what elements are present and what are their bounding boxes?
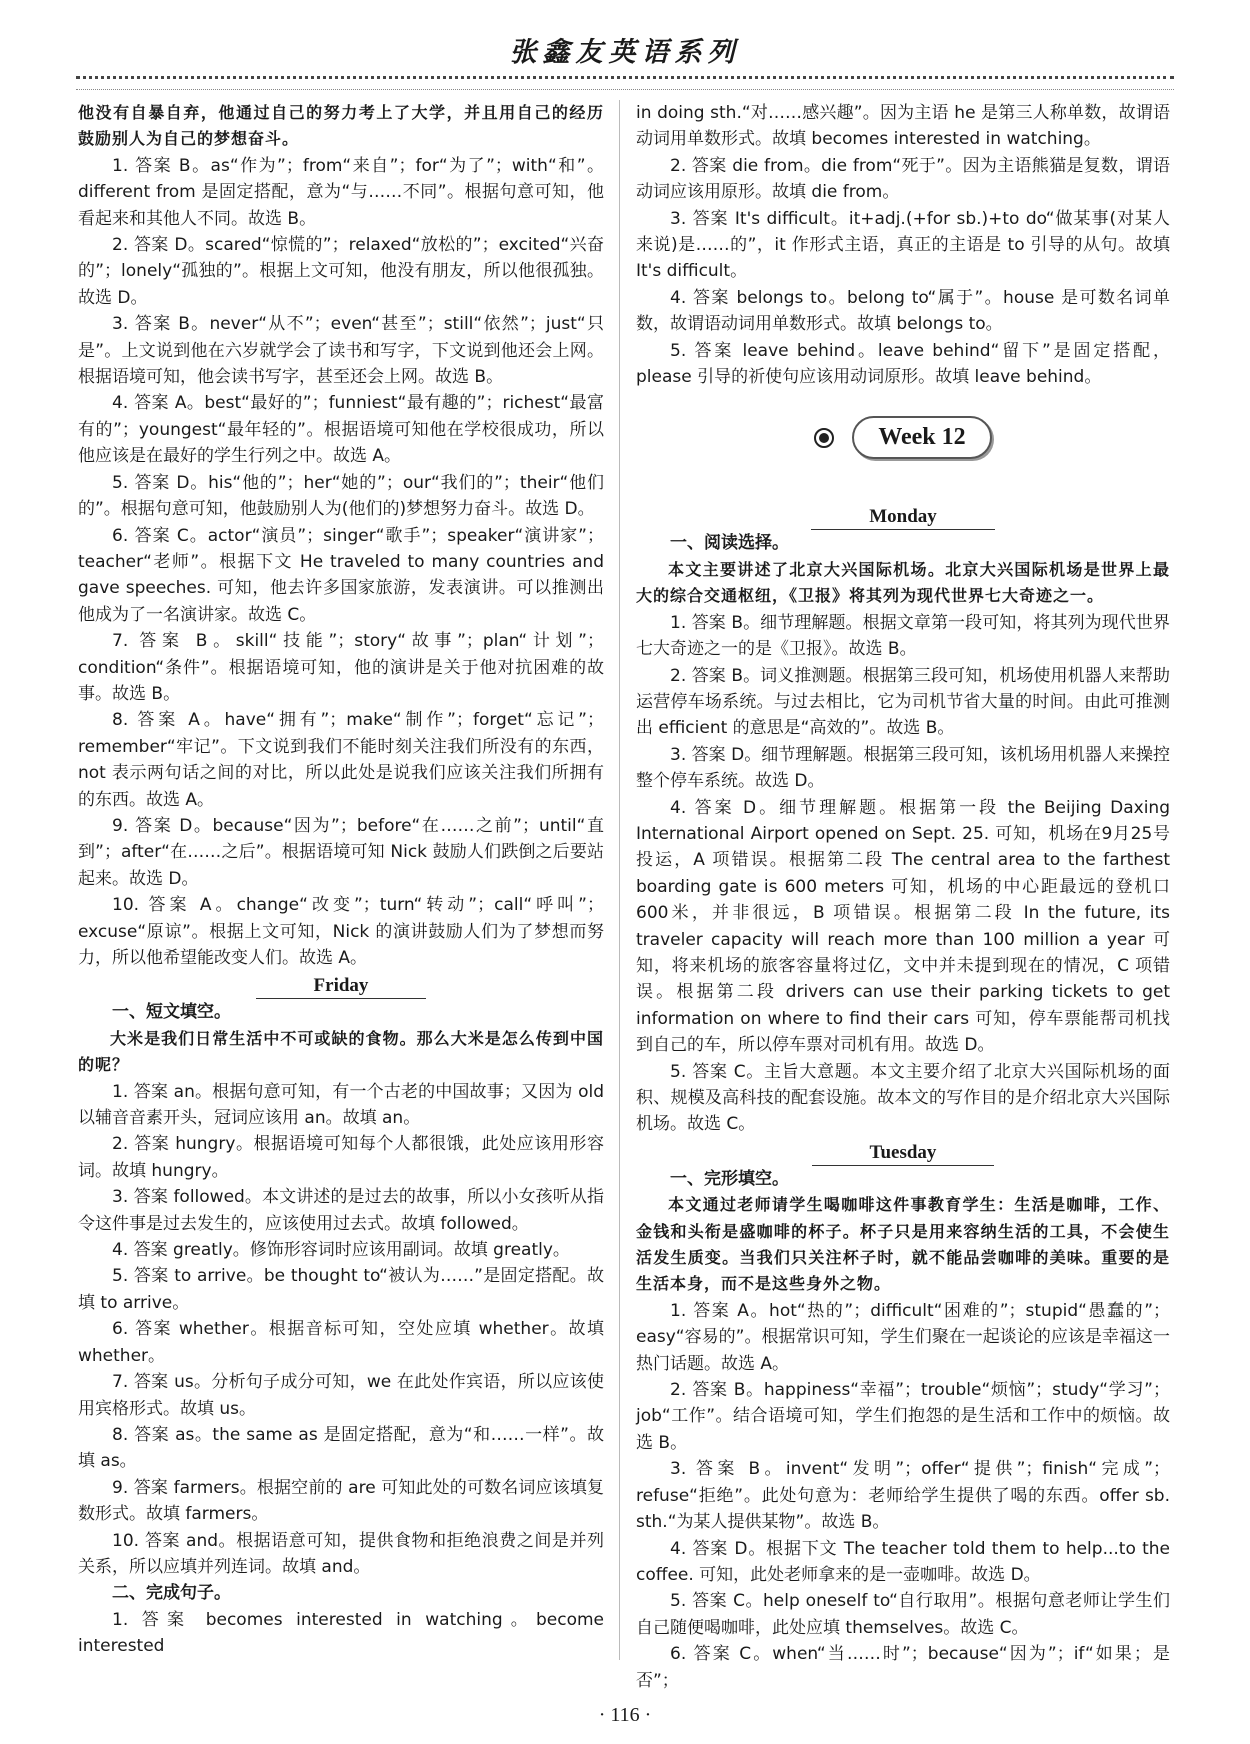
answer-item: 10. 答案 and。根据语意可知，提供食物和拒绝浪费之间是并列关系，所以应填并列连词。故填 and。 bbox=[78, 1530, 604, 1577]
answer-item: 2. 答案 hungry。根据语境可知每个人都很饿，此处应该用形容词。故填 hungry。 bbox=[78, 1134, 604, 1181]
day-heading-tuesday bbox=[636, 1140, 1170, 1166]
week-label: Week 12 bbox=[852, 416, 991, 458]
answer-item: 3. 答案 D。细节理解题。根据第三段可知，该机场用机器人来操控整个停车系统。故选 D。 bbox=[636, 744, 1170, 792]
answer-item: 6. 答案 C。actor“演员”；singer“歌手”；speaker“演讲家”；teacher“老师”。根据下文 He traveled to many countries and gave speeches. 可知，他去许多国家旅游，发表演讲。可以推测出他成为了一名演讲家。故选 C。 bbox=[78, 525, 604, 625]
passage-summary: 本文通过老师请学生喝咖啡这件事教育学生：生活是咖啡，工作、金钱和头衔是盛咖啡的杯子。杯子只是用来容纳生活的工具，不会使生活发生质变。当我们只关注杯子时，就不能品尝咖啡的美味。重要的是生活本身，而不是这些身外之物。 bbox=[636, 1195, 1170, 1294]
page-number: · 116 · bbox=[598, 1704, 652, 1726]
answer-item: 7. 答案 us。分析句子成分可知，we 在此处作宾语，所以应该使用宾格形式。故填 us。 bbox=[78, 1372, 604, 1419]
answer-item: 4. 答案 belongs to。belong to“属于”。house 是可数名词单数，故谓语动词用单数形式。故填 belongs to。 bbox=[636, 287, 1170, 335]
week-heading bbox=[636, 416, 1170, 464]
answer-item: 6. 答案 C。when“当……时”；because“因为”；if“如果；是否”； bbox=[636, 1644, 1170, 1691]
answer-item: 1. 答案 an。根据句意可知，有一个古老的中国故事；又因为 old 以辅音音素开头，冠词应该用 an。故填 an。 bbox=[78, 1081, 604, 1129]
answer-item: 3. 答案 B。invent“发明”；offer“提供”；finish“完成”；refuse“拒绝”。此处句意为：老师给学生提供了喝的东西。offer sb. sth.“为某人提供某物”。故选 B。 bbox=[636, 1459, 1170, 1533]
answer-item: 6. 答案 whether。根据音标可知，空处应填 whether。故填 whether。 bbox=[78, 1319, 604, 1366]
answer-item: 9. 答案 farmers。根据空前的 are 可知此处的可数名词应该填复数形式。故填 farmers。 bbox=[78, 1477, 604, 1525]
section-heading: 二、完成句子。 bbox=[112, 1583, 231, 1604]
day-label: Tuesday bbox=[812, 1141, 995, 1166]
answer-item: 4. 答案 greatly。修饰形容词时应该用副词。故填 greatly。 bbox=[112, 1240, 570, 1261]
answer-item: 1. 答案 B。细节理解题。根据文章第一段可知，将其列为现代世界七大奇迹之一的是《卫报》。故选 B。 bbox=[636, 612, 1170, 660]
section-heading: 一、完形填空。 bbox=[670, 1168, 789, 1189]
answer-item: 3. 答案 It's difficult。it+adj.(+for sb.)+to do“做某事(对某人来说)是……的”，it 作形式主语，真正的主语是 to 引导的从句。故填 It's difficult。 bbox=[636, 208, 1170, 282]
answer-item: 4. 答案 D。细节理解题。根据第一段 the Beijing Daxing International Airport opened on Sept. 25. 可知，机场在9月25号投运，A 项错误。根据第二段 The central area to the farthest boarding gate is 600 meters 可知，机场的中心距最远的登机口600米，并非很远，B 项错误。根据第二段 In the future, its traveler capacity will reach more than 100 million a year 可知，将来机场的旅客容量将过亿，文中并未提到现在的情况，C 项错误。根据第二段 drivers can use their parking tickets to get information on where to find their cars 可知，停车票能帮司机找到自己的车，所以停车票对司机有用。故选 D。 bbox=[636, 797, 1170, 1056]
week-badge bbox=[814, 416, 991, 458]
right-column bbox=[636, 100, 1170, 1694]
answer-item: 8. 答案 as。the same as 是固定搭配，意为“和……一样”。故填 as。 bbox=[78, 1424, 604, 1472]
left-column bbox=[78, 100, 604, 1660]
day-label: Friday bbox=[256, 974, 427, 999]
answer-item: 7. 答案 B。skill“技能”；story“故事”；plan“计划”；condition“条件”。根据语境可知，他的演讲是关于他对抗困难的故事。故选 B。 bbox=[78, 631, 604, 704]
passage-summary: 本文主要讲述了北京大兴国际机场。北京大兴国际机场是世界上最大的综合交通枢纽，《卫报》将其列为现代世界七大奇迹之一。 bbox=[636, 559, 1170, 606]
answer-item: 8. 答案 A。have“拥有”；make“制作”；forget“忘记”；remember“牢记”。下文说到我们不能时刻关注我们所没有的东西，not 表示两句话之间的对比，所以此处是说我们应该关注我们所拥有的东西。故选 A。 bbox=[78, 710, 604, 810]
section-heading: 一、短文填空。 bbox=[112, 1002, 231, 1023]
answer-item: 2. 答案 B。词义推测题。根据第三段可知，机场使用机器人来帮助运营停车场系统。与过去相比，它为司机节省大量的时间。由此可推测出 efficient 的意思是“高效的”。故选 B。 bbox=[636, 665, 1170, 739]
answer-item: 9. 答案 D。because“因为”；before“在……之前”；until“直到”；after“在……之后”。根据语境可知 Nick 鼓励人们跌倒之后要站起来。故选 D。 bbox=[78, 815, 604, 889]
answer-continuation: in doing sth.“对……感兴趣”。因为主语 he 是第三人称单数，故谓语动词用单数形式。故填 becomes interested in watching。 bbox=[636, 103, 1170, 150]
answer-item: 2. 答案 die from。die from“死于”。因为主语熊猫是复数，谓语动词应该用原形。故填 die from。 bbox=[636, 155, 1170, 203]
day-heading-friday bbox=[78, 973, 604, 999]
answer-item: 4. 答案 D。根据下文 The teacher told them to help...to the coffee. 可知，此处老师拿来的是一壶咖啡。故选 D。 bbox=[636, 1538, 1170, 1585]
header-divider bbox=[76, 76, 1174, 90]
answer-item: 2. 答案 D。scared“惊慌的”；relaxed“放松的”；excited“兴奋的”；lonely“孤独的”。根据上文可知，他没有朋友，所以他很孤独。故选 D。 bbox=[78, 235, 604, 308]
series-title: 张鑫友英语系列 bbox=[509, 37, 741, 68]
answer-item: 2. 答案 B。happiness“幸福”；trouble“烦恼”；study“学习”；job“工作”。结合语境可知，学生们抱怨的是生活和工作中的烦恼。故选 B。 bbox=[636, 1380, 1170, 1453]
answer-item: 1. 答案 B。as“作为”；from“来自”；for“为了”；with“和”。different from 是固定搭配，意为“与……不同”。根据句意可知，他看起来和其他人不同。故选 B。 bbox=[78, 155, 604, 229]
answer-item: 5. 答案 to arrive。be thought to“被认为……”是固定搭配。故填 to arrive。 bbox=[78, 1266, 604, 1313]
answer-item: 5. 答案 leave behind。leave behind“留下”是固定搭配，please 引导的祈使句应该用动词原形。故填 leave behind。 bbox=[636, 340, 1170, 388]
answer-item: 1. 答案 becomes interested in watching。become interested bbox=[78, 1609, 604, 1657]
answer-item: 4. 答案 A。best“最好的”；funniest“最有趣的”；richest“最富有的”；youngest“最年轻的”。根据语境可知他在学校很成功，所以他应该是在最好的学生行列之中。故选 A。 bbox=[78, 393, 604, 467]
section-heading: 一、阅读选择。 bbox=[670, 533, 789, 554]
intro-paragraph: 他没有自暴自弃，他通过自己的努力考上了大学，并且用自己的经历鼓励别人为自己的梦想奋斗。 bbox=[78, 103, 604, 149]
answer-item: 5. 答案 C。主旨大意题。本文主要介绍了北京大兴国际机场的面积、规模及高科技的配套设施。故本文的写作目的是介绍北京大兴国际机场。故选 C。 bbox=[636, 1061, 1170, 1135]
passage-summary: 大米是我们日常生活中不可或缺的食物。那么大米是怎么传到中国的呢？ bbox=[78, 1028, 604, 1075]
answer-item: 3. 答案 followed。本文讲述的是过去的故事，所以小女孩听从指令这件事是过去发生的，应该使用过去式。故填 followed。 bbox=[78, 1187, 604, 1234]
answer-item: 10. 答案 A。change“改变”；turn“转动”；call“呼叫”；excuse“原谅”。根据上文可知，Nick 的演讲鼓励人们为了梦想而努力，所以他希望能改变人们。故选 A。 bbox=[78, 895, 604, 968]
answer-item: 1. 答案 A。hot“热的”；difficult“困难的”；stupid“愚蠢的”；easy“容易的”。根据常识可知，学生们聚在一起谈论的应该是幸福这一热门话题。故选 A。 bbox=[636, 1300, 1170, 1374]
column-divider bbox=[619, 100, 620, 1660]
day-label: Monday bbox=[811, 505, 995, 530]
answer-item: 3. 答案 B。never“从不”；even“甚至”；still“依然”；just“只是”。上文说到他在六岁就学会了读书和写字，下文说到他还会上网。根据语境可知，他会读书写字，甚至还会上网。故选 B。 bbox=[78, 314, 604, 388]
answer-item: 5. 答案 C。help oneself to“自行取用”。根据句意老师让学生们自己随便喝咖啡，此处应填 themselves。故选 C。 bbox=[636, 1591, 1170, 1638]
answer-item: 5. 答案 D。his“他的”；her“她的”；our“我们的”；their“他们的”。根据句意可知，他鼓励别人为(他们的)梦想努力奋斗。故选 D。 bbox=[78, 472, 604, 520]
day-heading-monday bbox=[636, 504, 1170, 530]
target-icon bbox=[814, 428, 834, 448]
